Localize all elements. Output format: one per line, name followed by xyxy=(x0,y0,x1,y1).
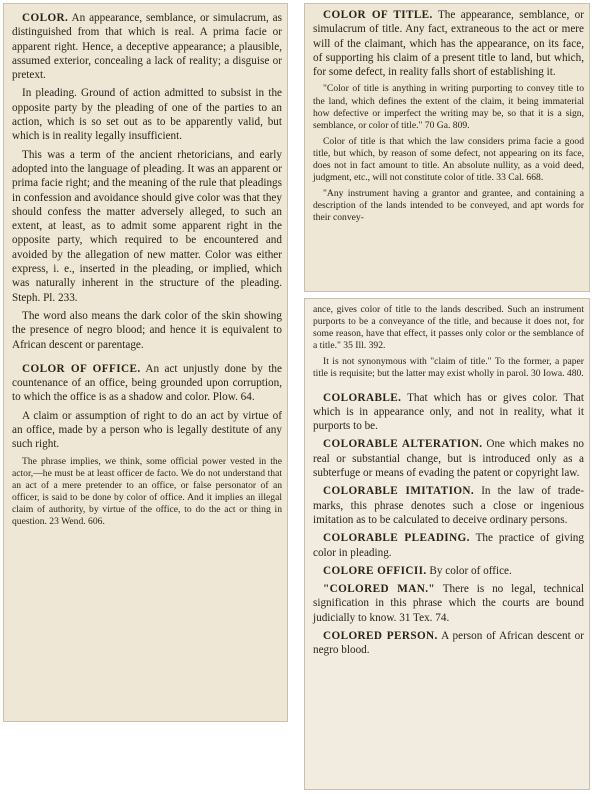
entry-colore-officii xyxy=(313,564,584,578)
paragraph-color-pleading: In pleading. Ground of action admitted to subsist in the opposite party by the pleading of one of the parties to an action, which is so set out as to be apparently valid, but which is in reality legally insufficient. xyxy=(12,87,282,143)
paragraph-claim-of-title: It is not synonymous with "claim of title." To the former, a paper title is requisite; but the latter may exist wholly in parol. 30 Iowa. 480. xyxy=(313,356,584,380)
headword-color-of-office: COLOR OF OFFICE. xyxy=(22,362,141,375)
definition-color-of-office: An act unjustly done by the countenance of an office, being grounded upon corruption, to which the office is as a shadow and color. Plow. 64. xyxy=(12,362,282,404)
definition-color-of-title: The appearance, semblance, or simulacrum of title. Any fact, extraneous to the act or mere will of the claimant, which has the appearance, on its face, of supporting his claim of a present title to land, but which, for some defect, in reality falls short of establishing it. xyxy=(313,9,584,79)
scan-bottom-right-column xyxy=(304,298,590,790)
definition-colorable-imitation: In the law of trade-marks, this phrase denotes such a close or ingenious imitation as to be calculated to deceive ordinary persons. xyxy=(313,485,585,526)
note-office-phrase: The phrase implies, we think, some official power vested in the actor,—he must be at least officer de facto. We do not understand that an act of a mere pretender to an office, or false personator of an officer, is said to be done by color of office. And it implies an illegal claim of authority, by virtue of the office, to do the act or thing in question. 23 Wend. 606. xyxy=(12,455,282,528)
headword-color-of-title: COLOR OF TITLE. xyxy=(323,9,433,21)
paragraph-title-instrument: "Any instrument having a grantor and grantee, and containing a description of the lands intended to be conveyed, and apt words for their convey- xyxy=(313,188,584,224)
headword-colorable-imitation: COLORABLE IMITATION. xyxy=(323,485,475,498)
definition-colorable: That which has or gives color. That which is in appearance only, and not in reality, what it purports to be. xyxy=(313,391,584,433)
headword-colored-person: COLORED PERSON. xyxy=(323,630,438,643)
paragraph-color-skin: The word also means the dark color of the skin showing the presence of negro blood; and hence it is equivalent to African descent or parentage. xyxy=(12,309,282,351)
entry-colored-man xyxy=(313,582,584,625)
entry-colorable-imitation xyxy=(313,484,584,527)
definition-colored-man: There is no legal, technical signification in this phrase which the courts are bound judicially to know. 31 Tex. 74. xyxy=(313,583,584,624)
definition-colorable-alteration: One which makes no real or substantial change, but is introduced only as a subterfuge or means of evading the patent or copyright law. xyxy=(313,438,585,480)
paragraph-instrument-continued: ance, gives color of title to the lands described. Such an instrument purports to be a conveyance of the title, and because it does not, for some reason, have that effect, it passes only color or the semblance of a title." 35 Ill. 392. xyxy=(313,304,584,352)
entry-color-of-office xyxy=(12,362,282,405)
entry-colorable-alteration xyxy=(313,437,584,480)
paragraph-title-prima-facie: Color of title is that which the law considers prima facie a good title, but which, by reason of some defect, not appearing on its face, does not in fact amount to title. An absolute nullity, as a void deed, judgment, etc., will not constitute color of title. 33 Cal. 668. xyxy=(313,135,584,184)
headword-colored-man: "COLORED MAN." xyxy=(323,583,436,596)
scan-left-column xyxy=(3,3,288,722)
entry-colored-person xyxy=(313,629,584,658)
headword-colorable: COLORABLE. xyxy=(323,391,402,404)
headword-colorable-pleading: COLORABLE PLEADING. xyxy=(323,532,470,545)
definition-colore-officii: By color of office. xyxy=(429,564,512,577)
headword-color: COLOR. xyxy=(22,12,69,24)
paragraph-color-rhetoric: This was a term of the ancient rhetoricians, and early adopted into the language of pleading. It was an apparent or prima facie right; and the meaning of the rule that pleadings in confession and avoidance should give color was that they should confess the matter adversely alleged, to such an extent, at least, as to admit some apparent right in the opposite party, which required to be encountered and avoided by the allegation of new matter. Color was either express, i. e., inserted in the pleading, or implied, which was naturally inherent in the structure of the pleading. Steph. Pl. 233. xyxy=(12,148,282,304)
scan-top-right-column xyxy=(304,3,590,292)
definition-color: An appearance, semblance, or simulacrum, as distinguished from that which is real. A prima facie or apparent right. Hence, a deceptive appearance; a plausible, assumed exterior, concealing a lack of reality; a disguise or pretext. xyxy=(12,12,282,82)
definition-colored-person: A person of African descent or negro blood. xyxy=(313,630,584,657)
headword-colorable-alteration: COLORABLE ALTERATION. xyxy=(323,438,483,451)
entry-color xyxy=(12,11,282,82)
paragraph-office-claim: A claim or assumption of right to do an act by virtue of an office, made by a person who is legally destitute of any such right. xyxy=(12,409,282,451)
headword-colore-officii: COLORE OFFICII. xyxy=(323,564,427,577)
entry-colorable-pleading xyxy=(313,531,584,560)
entry-colorable xyxy=(313,391,584,434)
definition-colorable-pleading: The practice of giving color in pleading. xyxy=(313,532,584,559)
quote-color-of-title: "Color of title is anything in writing purporting to convey title to the land, which defines the extent of the claim, it being immaterial how defective or imperfect the writing may be, so that it is a sign, semblance, or color of title." 70 Ga. 809. xyxy=(313,83,584,131)
entry-color-of-title xyxy=(313,8,584,79)
